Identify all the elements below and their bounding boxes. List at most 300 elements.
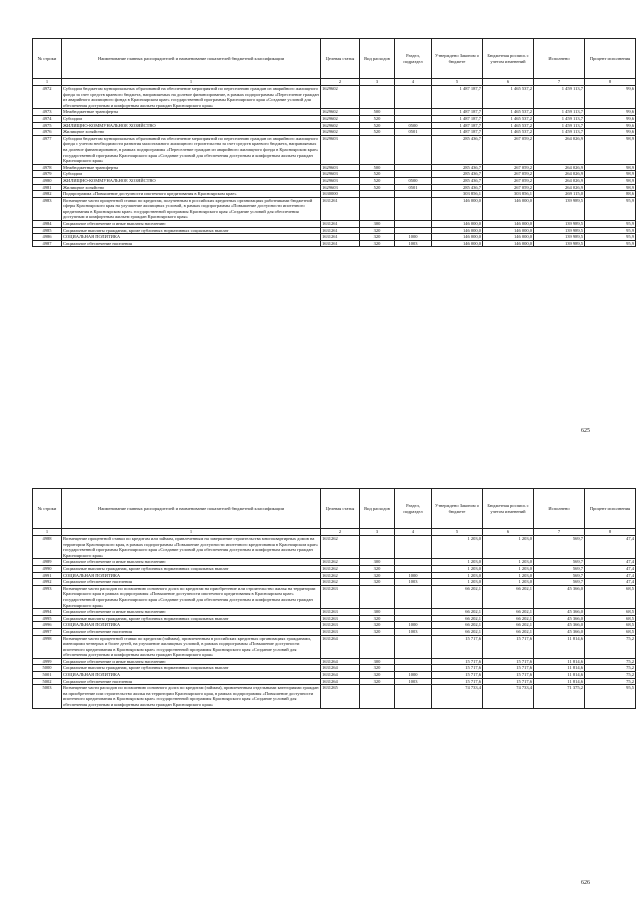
table-row xyxy=(33,109,636,116)
row-name: Субсидии бюджетам муниципальных образований на обеспечение мероприятий по переселению граждан из аварийного жилищного фонда с учетом необходимости развития малоэтажного жилищного строительства за счет средств краевого бюджета, направляемых на долевое финансирование, в рамках подпрограммы «Переселение граждан из аварийного жилищного фонда в Красноярском крае» государственной программы Красноярского края «Создание условий для обеспечения доступным и комфортным жильем граждан Красноярского края» xyxy=(62,135,321,164)
row-executed: 45 366,0 xyxy=(534,615,585,622)
row-percent: 47,4 xyxy=(585,536,636,559)
row-target-article: 1631261 xyxy=(321,227,360,234)
row-percent: 47,4 xyxy=(585,565,636,572)
row-budget-list: 267 059,2 xyxy=(483,184,534,191)
header-name: Наименование главных распорядителей и наименование показателей бюджетной классификации xyxy=(62,39,321,79)
table-body xyxy=(33,86,636,247)
index-cell: 1 xyxy=(33,79,62,86)
row-executed: 569,7 xyxy=(534,579,585,586)
row-number: 4989 xyxy=(33,559,62,566)
row-approved: 15 717,6 xyxy=(432,658,483,665)
row-target-article: 1629603 xyxy=(321,171,360,178)
table-row xyxy=(33,685,636,708)
row-budget-list: 1 465 537,2 xyxy=(483,109,534,116)
row-expense-type: 500 xyxy=(360,109,395,116)
row-executed: 1 459 113,7 xyxy=(534,122,585,129)
row-number: 4992 xyxy=(33,579,62,586)
row-number: 4972 xyxy=(33,86,62,109)
row-number: 4977 xyxy=(33,135,62,164)
row-target-article: 1631262 xyxy=(321,579,360,586)
row-name: СОЦИАЛЬНАЯ ПОЛИТИКА xyxy=(62,572,321,579)
row-approved: 15 717,6 xyxy=(432,665,483,672)
row-name: Жилищное хозяйство xyxy=(62,129,321,136)
row-budget-list: 146 000,0 xyxy=(483,221,534,228)
row-percent: 47,4 xyxy=(585,559,636,566)
row-number: 4979 xyxy=(33,171,62,178)
header-executed: Исполнено xyxy=(534,489,585,529)
row-section xyxy=(395,221,432,228)
row-name: Социальные выплаты гражданам, кроме публичных нормативных социальных выплат xyxy=(62,615,321,622)
row-name: Социальное обеспечение населения xyxy=(62,678,321,685)
row-executed: 139 989,5 xyxy=(534,227,585,234)
row-expense-type: 300 xyxy=(360,221,395,228)
row-percent: 98,9 xyxy=(585,171,636,178)
row-number: 4988 xyxy=(33,536,62,559)
row-target-article: 1631261 xyxy=(321,197,360,220)
table-row xyxy=(33,227,636,234)
row-target-article: 1631265 xyxy=(321,685,360,708)
row-approved: 66 202,1 xyxy=(432,622,483,629)
row-approved: 1 487 187,7 xyxy=(432,86,483,109)
row-executed: 264 026,9 xyxy=(534,171,585,178)
row-section: 1003 xyxy=(395,240,432,247)
header-budget-list: Бюджетная роспись с учетом изменений xyxy=(483,489,534,529)
row-name: Социальное обеспечение населения xyxy=(62,579,321,586)
table-row xyxy=(33,86,636,109)
row-approved: 1 487 187,7 xyxy=(432,109,483,116)
index-cell: 8 xyxy=(585,529,636,536)
table-row xyxy=(33,622,636,629)
row-target-article: 1631262 xyxy=(321,572,360,579)
row-target-article: 1631264 xyxy=(321,658,360,665)
row-percent: 98,9 xyxy=(585,135,636,164)
row-name: Социальное обеспечение населения xyxy=(62,240,321,247)
row-expense-type: 320 xyxy=(360,615,395,622)
row-name: Субсидии xyxy=(62,171,321,178)
header-target-article: Целевая статья xyxy=(321,489,360,529)
row-budget-list: 267 059,2 xyxy=(483,177,534,184)
row-percent: 95,9 xyxy=(585,227,636,234)
row-name: Жилищное хозяйство xyxy=(62,184,321,191)
row-budget-list: 66 202,1 xyxy=(483,622,534,629)
table-row xyxy=(33,635,636,658)
row-section xyxy=(395,227,432,234)
row-section xyxy=(395,197,432,220)
row-budget-list: 74 733,4 xyxy=(483,685,534,708)
row-section: 0501 xyxy=(395,184,432,191)
index-cell: 8 xyxy=(585,79,636,86)
row-executed: 139 989,5 xyxy=(534,234,585,241)
row-budget-list: 1 203,0 xyxy=(483,565,534,572)
row-target-article: 1629602 xyxy=(321,129,360,136)
row-name: Возмещение части процентной ставки по кредитам, полученным в российских кредитных организациях работниками бюджетной сферы Красноярского края на улучшение жилищных условий, в рамках подпрограммы «Повышение доступности ипотечного кредитования в Красноярском крае» государственной программы Красноярского края «Создание условий для обеспечения доступным и комфортным жильем граждан Красноярского края» xyxy=(62,197,321,220)
row-executed: 1 459 113,7 xyxy=(534,129,585,136)
row-expense-type: 320 xyxy=(360,622,395,629)
table-row xyxy=(33,628,636,635)
row-name: Социальное обеспечение населения xyxy=(62,628,321,635)
row-expense-type: 520 xyxy=(360,177,395,184)
row-number: 4993 xyxy=(33,585,62,608)
row-section: 1000 xyxy=(395,672,432,679)
table-row xyxy=(33,585,636,608)
table-row xyxy=(33,240,636,247)
row-executed: 264 026,9 xyxy=(534,164,585,171)
row-section xyxy=(395,658,432,665)
row-name: Межбюджетные трансферты xyxy=(62,109,321,116)
row-percent: 75,2 xyxy=(585,678,636,685)
row-approved: 1 487 187,7 xyxy=(432,129,483,136)
row-section xyxy=(395,171,432,178)
row-target-article: 1631263 xyxy=(321,585,360,608)
row-expense-type: 300 xyxy=(360,609,395,616)
row-budget-list: 267 059,2 xyxy=(483,171,534,178)
row-percent: 98,9 xyxy=(585,184,636,191)
row-approved: 146 000,0 xyxy=(432,227,483,234)
table-row xyxy=(33,559,636,566)
row-name: СОЦИАЛЬНАЯ ПОЛИТИКА xyxy=(62,622,321,629)
row-executed: 11 814,6 xyxy=(534,665,585,672)
row-budget-list: 15 717,6 xyxy=(483,635,534,658)
row-section: 0500 xyxy=(395,122,432,129)
row-approved: 66 202,1 xyxy=(432,585,483,608)
row-percent: 98,9 xyxy=(585,177,636,184)
row-approved: 303 856,1 xyxy=(432,191,483,198)
row-percent: 47,4 xyxy=(585,572,636,579)
row-expense-type: 520 xyxy=(360,122,395,129)
row-budget-list: 146 000,0 xyxy=(483,227,534,234)
row-number: 5001 xyxy=(33,672,62,679)
row-section xyxy=(395,565,432,572)
row-target-article: 1629603 xyxy=(321,135,360,164)
table-body xyxy=(33,536,636,709)
row-number: 4991 xyxy=(33,572,62,579)
table-header-row xyxy=(33,39,636,79)
row-name: Субсидии бюджетам муниципальных образований на обеспечение мероприятий по переселению граждан из аварийного жилищного фонда за счет средств краевого бюджета, направляемых на долевое финансирование, в рамках подпрограммы «Переселение граждан из аварийного жилищного фонда в Красноярском крае» государственной программы Красноярского края «Создание условий для обеспечения доступным и комфортным жильем граждан Красноярского края» xyxy=(63,86,319,108)
row-section: 1000 xyxy=(395,234,432,241)
header-approved: Утверждено Законом о бюджете xyxy=(432,39,483,79)
row-executed: 264 026,9 xyxy=(534,135,585,164)
table-header-row xyxy=(33,489,636,529)
row-expense-type: 520 xyxy=(360,129,395,136)
row-section xyxy=(395,164,432,171)
row-approved: 66 202,1 xyxy=(432,628,483,635)
header-name: Наименование главных распорядителей и наименование показателей бюджетной классификации xyxy=(62,489,321,529)
row-percent: 75,2 xyxy=(585,658,636,665)
row-percent: 68,5 xyxy=(585,585,636,608)
row-budget-list: 1 465 537,2 xyxy=(483,122,534,129)
table-row xyxy=(33,579,636,586)
table-row xyxy=(33,565,636,572)
header-expense-type: Вид расходов xyxy=(360,489,395,529)
row-executed: 269 115,0 xyxy=(534,191,585,198)
row-percent: 95,9 xyxy=(585,197,636,220)
budget-table-page-626 xyxy=(32,488,636,709)
row-executed: 139 989,5 xyxy=(534,197,585,220)
table-row xyxy=(33,164,636,171)
row-target-article: 1629602 xyxy=(321,122,360,129)
row-approved: 285 436,7 xyxy=(432,171,483,178)
row-section xyxy=(395,86,432,109)
row-budget-list: 303 856,1 xyxy=(483,191,534,198)
row-executed: 71 375,2 xyxy=(534,685,585,708)
row-executed: 11 814,6 xyxy=(534,672,585,679)
row-approved: 146 000,0 xyxy=(432,221,483,228)
row-percent: 99,6 xyxy=(585,115,636,122)
table-row xyxy=(33,221,636,228)
table-row xyxy=(33,197,636,220)
row-budget-list: 1 203,0 xyxy=(483,559,534,566)
document-page-625 xyxy=(0,0,640,452)
row-percent: 75,2 xyxy=(585,635,636,658)
row-budget-list: 66 202,1 xyxy=(483,615,534,622)
row-executed: 139 989,5 xyxy=(534,240,585,247)
row-expense-type: 320 xyxy=(360,672,395,679)
row-approved: 1 203,0 xyxy=(432,572,483,579)
row-percent: 68,5 xyxy=(585,609,636,616)
row-expense-type xyxy=(360,635,395,658)
row-section xyxy=(395,109,432,116)
row-number: 4999 xyxy=(33,658,62,665)
row-budget-list: 15 717,6 xyxy=(483,665,534,672)
row-target-article: 1629602 xyxy=(321,115,360,122)
row-section: 1003 xyxy=(395,678,432,685)
row-target-article: 1631261 xyxy=(321,234,360,241)
budget-table-page-625 xyxy=(32,38,636,247)
row-target-article: 1629603 xyxy=(321,177,360,184)
row-name: Социальные выплаты гражданам, кроме публичных нормативных социальных выплат xyxy=(62,227,321,234)
row-expense-type: 320 xyxy=(360,678,395,685)
row-name: ЖИЛИЩНО-КОММУНАЛЬНОЕ ХОЗЯЙСТВО xyxy=(62,122,321,129)
row-approved: 285 436,7 xyxy=(432,135,483,164)
row-number: 4973 xyxy=(33,109,62,116)
table-row xyxy=(33,672,636,679)
row-section xyxy=(395,665,432,672)
row-executed: 11 814,6 xyxy=(534,678,585,685)
row-target-article: 1631261 xyxy=(321,240,360,247)
row-percent: 47,4 xyxy=(585,579,636,586)
row-executed: 569,7 xyxy=(534,536,585,559)
row-expense-type xyxy=(360,135,395,164)
row-expense-type: 320 xyxy=(360,665,395,672)
row-approved: 1 203,0 xyxy=(432,579,483,586)
row-expense-type: 520 xyxy=(360,115,395,122)
row-number: 4990 xyxy=(33,565,62,572)
row-percent: 99,6 xyxy=(585,109,636,116)
row-expense-type xyxy=(360,536,395,559)
row-name: Межбюджетные трансферты xyxy=(62,164,321,171)
index-cell: 3 xyxy=(360,529,395,536)
row-executed: 1 459 113,7 xyxy=(534,109,585,116)
row-executed: 1 459 113,7 xyxy=(534,115,585,122)
row-number: 4975 xyxy=(33,122,62,129)
row-name: СОЦИАЛЬНАЯ ПОЛИТИКА xyxy=(62,234,321,241)
table-row xyxy=(33,129,636,136)
row-name: Социальное обеспечение и иные выплаты населению xyxy=(62,609,321,616)
row-number: 4995 xyxy=(33,615,62,622)
index-cell: 2 xyxy=(321,529,360,536)
row-budget-list: 15 717,6 xyxy=(483,678,534,685)
row-expense-type xyxy=(360,197,395,220)
row-expense-type: 320 xyxy=(360,572,395,579)
row-section xyxy=(395,635,432,658)
row-expense-type: 520 xyxy=(360,184,395,191)
table-row xyxy=(33,234,636,241)
row-percent: 99,6 xyxy=(585,129,636,136)
row-number: 4994 xyxy=(33,609,62,616)
row-percent: 88,6 xyxy=(585,191,636,198)
row-budget-list: 1 465 537,2 xyxy=(483,129,534,136)
index-cell: 7 xyxy=(534,79,585,86)
row-approved: 15 717,6 xyxy=(432,678,483,685)
row-number: 5002 xyxy=(33,678,62,685)
row-name: ЖИЛИЩНО-КОММУНАЛЬНОЕ ХОЗЯЙСТВО xyxy=(62,177,321,184)
row-executed: 569,7 xyxy=(534,559,585,566)
row-name: Социальное обеспечение и иные выплаты населению xyxy=(62,658,321,665)
row-section xyxy=(395,536,432,559)
index-cell: 3 xyxy=(360,79,395,86)
row-executed: 264 026,9 xyxy=(534,184,585,191)
row-expense-type: 320 xyxy=(360,565,395,572)
row-section xyxy=(395,609,432,616)
row-executed: 569,7 xyxy=(534,565,585,572)
row-name: Возмещение части расходов по погашению основного долга по кредитам (займам), привлеченным отдельными категориями граждан на приобретение или строительство жилья на территории Красноярского края, в рамках подпрограммы «Повышение доступности ипотечного кредитования в Красноярском крае» государственной программы Красноярского края «Создание условий для обеспечения доступным и комфортным жильем граждан Красноярского края» xyxy=(63,685,319,708)
row-approved: 285 436,7 xyxy=(432,177,483,184)
index-cell: 4 xyxy=(395,79,432,86)
row-target-article: 1631263 xyxy=(321,628,360,635)
row-number: 4997 xyxy=(33,628,62,635)
row-budget-list: 66 202,1 xyxy=(483,628,534,635)
table-row xyxy=(33,191,636,198)
table-row xyxy=(33,609,636,616)
row-target-article: 1629603 xyxy=(321,184,360,191)
row-percent: 95,9 xyxy=(585,234,636,241)
header-percent: Процент исполнения xyxy=(585,39,636,79)
row-section: 1003 xyxy=(395,628,432,635)
row-percent: 95,5 xyxy=(585,685,636,708)
row-expense-type: 320 xyxy=(360,227,395,234)
index-cell: 5 xyxy=(432,79,483,86)
row-approved: 1 487 187,7 xyxy=(432,115,483,122)
row-approved: 146 000,0 xyxy=(432,240,483,247)
page-number: 625 xyxy=(581,428,590,434)
row-approved: 146 000,0 xyxy=(432,197,483,220)
row-target-article: 1631262 xyxy=(321,559,360,566)
row-expense-type xyxy=(360,191,395,198)
row-percent: 75,2 xyxy=(585,672,636,679)
index-cell: 5 xyxy=(432,529,483,536)
row-approved: 146 000,0 xyxy=(432,234,483,241)
row-number: 4985 xyxy=(33,227,62,234)
row-target-article: 1631263 xyxy=(321,609,360,616)
row-section: 1003 xyxy=(395,579,432,586)
row-name: Социальные выплаты гражданам, кроме публичных нормативных социальных выплат xyxy=(62,565,321,572)
row-executed: 45 366,0 xyxy=(534,622,585,629)
table-row xyxy=(33,665,636,672)
row-section: 1000 xyxy=(395,622,432,629)
row-expense-type xyxy=(360,685,395,708)
row-number: 4982 xyxy=(33,191,62,198)
row-target-article: 1631264 xyxy=(321,678,360,685)
row-number: 4978 xyxy=(33,164,62,171)
row-expense-type: 320 xyxy=(360,234,395,241)
row-number: 4998 xyxy=(33,635,62,658)
table-row xyxy=(33,122,636,129)
row-target-article: 1631262 xyxy=(321,565,360,572)
row-target-article: 1631264 xyxy=(321,635,360,658)
row-number: 4984 xyxy=(33,221,62,228)
row-approved: 1 487 187,7 xyxy=(432,122,483,129)
row-section xyxy=(395,685,432,708)
column-index-row xyxy=(33,79,636,86)
row-percent: 68,5 xyxy=(585,622,636,629)
row-section xyxy=(395,615,432,622)
row-number: 4986 xyxy=(33,234,62,241)
row-section xyxy=(395,559,432,566)
table-row xyxy=(33,678,636,685)
row-section xyxy=(395,115,432,122)
row-budget-list: 267 059,2 xyxy=(483,135,534,164)
column-index-row xyxy=(33,529,636,536)
index-cell: 1 xyxy=(62,529,321,536)
row-expense-type: 320 xyxy=(360,579,395,586)
row-name: Социальные выплаты гражданам, кроме публичных нормативных социальных выплат xyxy=(62,665,321,672)
row-approved: 285 436,7 xyxy=(432,184,483,191)
row-expense-type xyxy=(360,585,395,608)
table-row xyxy=(33,115,636,122)
row-percent: 99,6 xyxy=(585,86,636,109)
row-number: 4987 xyxy=(33,240,62,247)
row-percent: 68,5 xyxy=(585,615,636,622)
header-approved: Утверждено Законом о бюджете xyxy=(432,489,483,529)
row-executed: 264 026,9 xyxy=(534,177,585,184)
row-executed: 45 366,0 xyxy=(534,585,585,608)
row-target-article: 1631261 xyxy=(321,221,360,228)
table-row xyxy=(33,135,636,164)
index-cell: 6 xyxy=(483,529,534,536)
row-approved: 285 436,7 xyxy=(432,164,483,171)
row-target-article: 1629602 xyxy=(321,109,360,116)
header-row-number: № строки xyxy=(33,39,62,79)
row-approved: 1 203,0 xyxy=(432,559,483,566)
header-expense-type: Вид расходов xyxy=(360,39,395,79)
row-number: 4981 xyxy=(33,184,62,191)
row-number: 5003 xyxy=(33,685,62,708)
table-row xyxy=(33,536,636,559)
table-row xyxy=(33,171,636,178)
row-budget-list: 1 203,0 xyxy=(483,536,534,559)
table-row xyxy=(33,572,636,579)
row-name: Подпрограмма «Повышение доступности ипотечного кредитования в Красноярском крае» xyxy=(62,191,321,198)
index-cell: 4 xyxy=(395,529,432,536)
row-expense-type: 300 xyxy=(360,658,395,665)
index-cell: 7 xyxy=(534,529,585,536)
row-approved: 15 717,6 xyxy=(432,672,483,679)
row-name: Субсидии xyxy=(62,115,321,122)
row-target-article: 1629603 xyxy=(321,164,360,171)
row-approved: 1 203,0 xyxy=(432,565,483,572)
row-budget-list: 146 000,0 xyxy=(483,234,534,241)
row-percent: 95,9 xyxy=(585,221,636,228)
table-row xyxy=(33,177,636,184)
row-number: 4980 xyxy=(33,177,62,184)
row-section xyxy=(395,135,432,164)
header-budget-list: Бюджетная роспись с учетом изменений xyxy=(483,39,534,79)
row-budget-list: 1 465 537,2 xyxy=(483,115,534,122)
row-budget-list: 1 203,0 xyxy=(483,579,534,586)
row-section: 1000 xyxy=(395,572,432,579)
row-expense-type: 500 xyxy=(360,164,395,171)
